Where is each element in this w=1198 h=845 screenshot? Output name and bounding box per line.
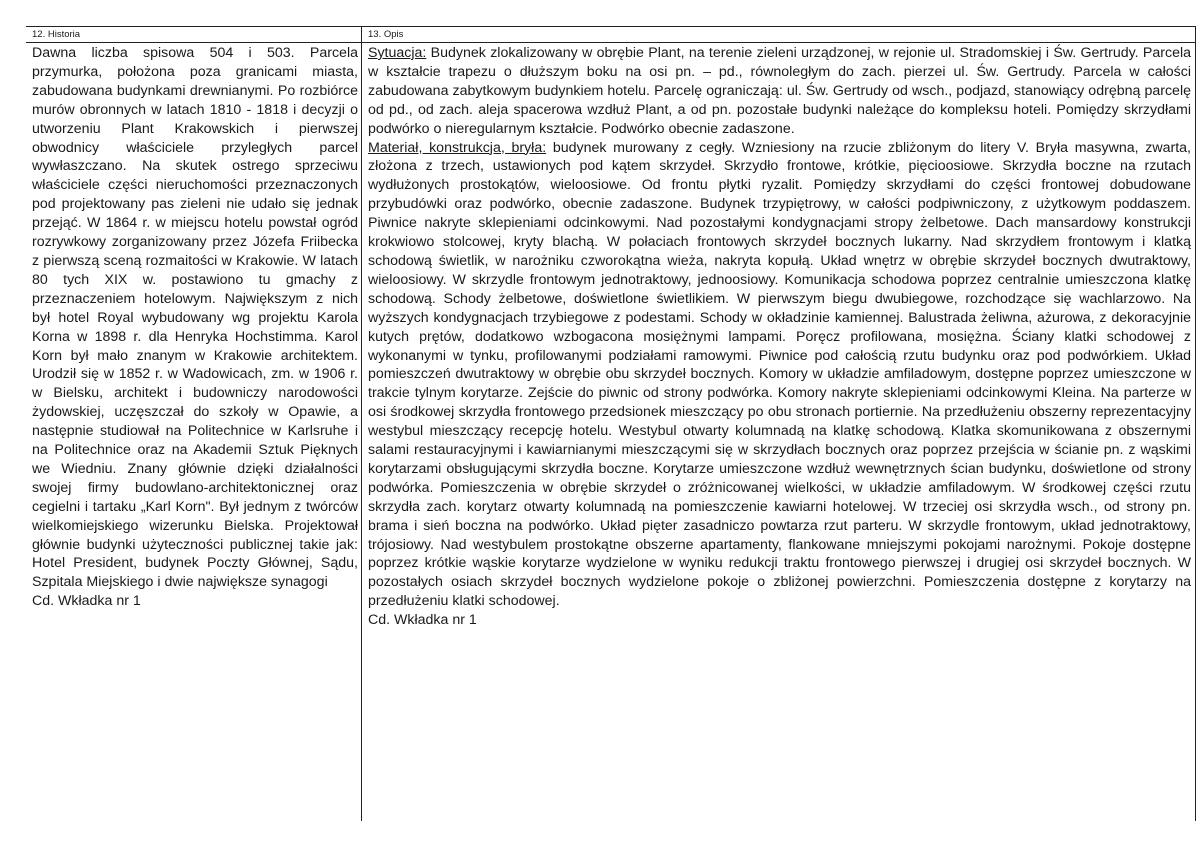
history-text: Dawna liczba spisowa 504 i 503. Parcela przymurka, położona poza granicami miasta, zabudowana budynkami drewnianymi. Po rozbiórce murów obronnych w latach 1810 - 1818 i decyzji o utworzeniu Plant Krakowskich i pierwszej obwodnicy właściciele przyległych parcel wywłaszczano. Na skutek ostrego sprzeciwu właściciele części nieruchomości przeznaczonych pod projektowany pas zieleni nie udało się jednak przejąć. W 1864 r. w miejscu hotelu powstał ogród rozrywkowy zorganizowany przez Józefa Friibecka z pierwszą sceną rozmaitości w Krakowie. W latach 80 tych XIX w. postawiono tu gmachy z przeznaczeniem hotelowym. Największym z nich był hotel Royal wybudowany wg projektu Karola Korna w 1898 r. dla Henryka Hochstimma. Karol Korn był mało znanym w Krakowie architektem. Urodził się w 1852 r. w Wadowicach, zm. w 1906 r. w Bielsku, architekt i budowniczy narodowości żydowskiej, uczęszczał do szkoły w Opawie, a następnie studiował na Politechnice w Karlsruhe i na Politechnice oraz na Akademii Sztuk Pięknych we Wiedniu. Znany głównie dzięki działalności swojej firmy budowlano-architektonicznej oraz cegielni i tartaku „Karl Korn". Był jednym z twórców wielkomiejskiego wizerunku Bielska. Projektował głównie budynki użyteczności publicznej takie jak: Hotel President, budynek Poczty Głównej, Sądu, Szpitala Miejskiego i dwie największe synagogi	[32, 45, 358, 591]
history-body	[26, 43, 361, 611]
material-paragraph	[368, 139, 1191, 612]
form-sheet	[26, 26, 1196, 821]
description-continuation-note: Cd. Wkładka nr 1	[368, 612, 477, 629]
history-column	[26, 27, 362, 821]
history-continuation-note: Cd. Wkładka nr 1	[32, 593, 141, 610]
situation-paragraph	[368, 44, 1191, 139]
situation-label: Sytuacja:	[368, 45, 427, 61]
description-column	[362, 27, 1195, 821]
history-header: 12. Historia	[26, 27, 361, 43]
material-text: budynek murowany z cegły. Wzniesiony na rzucie zbliżonym do litery V. Bryła masywna, zwarta, złożona z trzech, ustawionych pod kątem skrzydeł. Skrzydło frontowe, krótkie, pięcioosiowe. Skrzydła boczne na rzutach wydłużonych prostokątów, wieloosiowe. Od frontu płytki ryzalit. Pomiędzy skrzydłami do części frontowej dobudowane przybudówki oraz podwórko, obecnie zadaszone. Budynek trzypiętrowy, w całości podpiwniczony, z użytkowym poddaszem. Piwnice nakryte sklepieniami odcinkowymi. Nad pozostałymi kondygnacjami stropy żelbetowe. Dach mansardowy konstrukcji krokwiowo stolcowej, kryty blachą. W połaciach frontowych skrzydeł bocznych lukarny. Nad skrzydłem frontowym i klatką schodową świetlik, w narożniku czworokątna wieża, nakryta kopułą. Układ wnętrz w obrębie skrzydeł bocznych dwutraktowy, wieloosiowy. W skrzydle frontowym jednotraktowy, jednoosiowy. Komunikacja schodowa poprzez centralnie umieszczona klatkę schodową. Schody żelbetowe, doświetlone świetlikiem. W pierwszym biegu dwubiegowe, rozchodzące się wachlarzowo. Na wyższych kondygnacjach trzybiegowe z podestami. Schody w okładzinie kamiennej. Balustrada żeliwna, ażurowa, z dekoracyjnie kutych prętów, dodatkowo wzbogacona mosiężnymi lampami. Poręcz profilowana, mosiężna. Ściany klatki schodowej z wykonanymi w tynku, profilowanymi podziałami ramowymi. Piwnice pod całością rzutu budynku oraz pod podwórkiem. Układ pomieszczeń dwutraktowy w obrębie obu skrzydeł bocznych. Komory w układzie amfiladowym, dostępne poprzez umieszczone w trakcie tylnym korytarze. Zejście do piwnic od strony podwórka. Komory nakryte sklepieniami odcinkowymi Kleina. Na parterze w osi środkowej skrzydła frontowego przedsionek mieszczący po obu stronach portiernie. Na przedłużeniu obszerny reprezentacyjny westybul mieszczący recepcję hotelu. Westybul otwarty kolumnadą na klatkę schodową. Klatka skomunikowana z obszernymi salami restauracyjnymi i kawiarnianymi mieszczącymi się w skrzydłach bocznych oraz poprzez przejścia w ścianie pn. z wąskimi korytarzami obsługującymi skrzydła boczne. Korytarze umieszczone wzdłuż wewnętrznych ścian budynku, doświetlone od strony podwórka. Pomieszczenia w obrębie skrzydeł o zróżnicowanej wielkości, w układzie amfiladowym. W środkowej części rzutu skrzydła zach. korytarz otwarty kolumnadą na pomieszczenie kawiarni hotelowej. W trzeciej osi skrzydła wsch., od strony pn. brama i sień boczna na podwórko. Układ pięter zasadniczo powtarza rzut parteru. W skrzydle frontowym, układ jednotraktowy, trójosiowy. Nad westybulem prostokątne obszerne apartamenty, flankowane mniejszymi pokojami narożnymi. Pokoje dostępne poprzez krótkie wąskie korytarze wydzielone w wyniku redukcji traktu frontowego pierwszej i drugiej osi skrzydeł bocznych. W pozostałych osiach skrzydeł bocznych wydzielone pokoje o zbliżonej powierzchni. Pomieszczenia dostępne z korytarzy na przedłużeniu klatki schodowej.	[368, 139, 1191, 610]
material-label: Materiał, konstrukcja, bryła:	[368, 139, 547, 156]
description-body	[362, 43, 1195, 630]
description-header: 13. Opis	[362, 27, 1195, 43]
situation-text: Budynek zlokalizowany w obrębie Plant, na terenie zieleni urządzonej, w rejonie ul. Stradomskiej i Św. Gertrudy. Parcela w kształcie trapezu o dłuższym boku na osi pn. – pd., równoległym do zach. pierzei ul. Św. Gertrudy. Parcela w całości zabudowana zabytkowym budynkiem hotelu. Parcelę ograniczają: ul. Św. Gertrudy od wsch., podjazd, stanowiący odrębną parcelę od pd., od zach. aleja spacerowa wzdłuż Plant, a od pn. pozostałe budynki należące do kompleksu hoteli. Pomiędzy skrzydłami podwórko o nieregularnym kształcie. Podwórko obecnie zadaszone.	[368, 45, 1191, 137]
